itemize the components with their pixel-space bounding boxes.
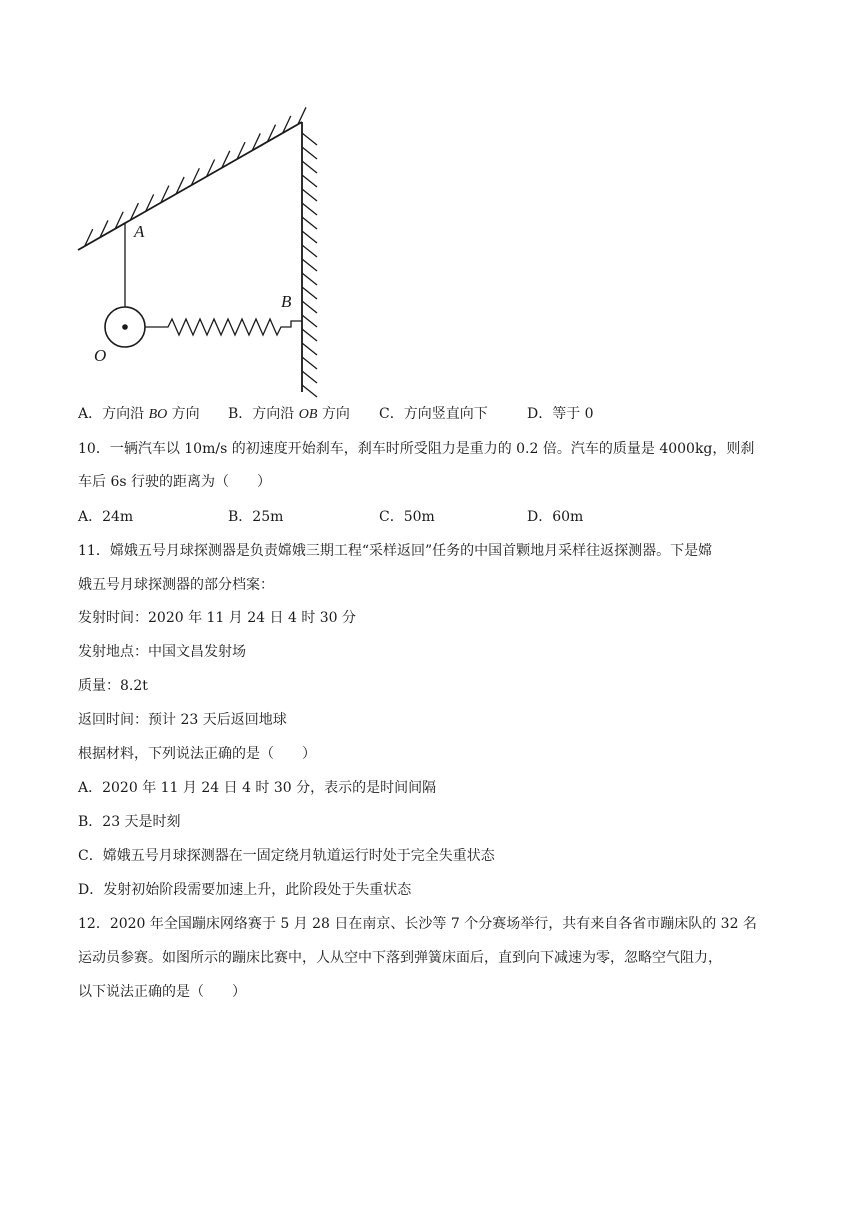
wall-hatch-line xyxy=(302,301,317,313)
q11-option-b[interactable]: B．23 天是时刻 xyxy=(78,814,181,830)
ceiling-hatch-line xyxy=(298,107,306,124)
q12-stem-line1: 12．2020 年全国蹦床网络赛于 5 月 28 日在南京、长沙等 7 个分赛场举行，共有来自各省市蹦床队的 32 名 xyxy=(78,916,757,932)
wall-hatch-line xyxy=(302,217,317,229)
inclined-ceiling xyxy=(78,122,302,250)
wall-hatch-line xyxy=(302,287,317,299)
label-o: O xyxy=(94,346,107,365)
q10-option-d[interactable]: D．60m xyxy=(527,509,584,525)
q12-stem-line3: 以下说法正确的是（ ） xyxy=(78,984,246,1000)
physics-figure xyxy=(70,95,330,400)
q11-option-c[interactable]: C．嫦娥五号月球探测器在一固定绕月轨道运行时处于完全失重状态 xyxy=(78,848,495,864)
q10-option-b[interactable]: B．25m xyxy=(228,509,284,525)
wall-hatch-line xyxy=(302,133,317,145)
wall-hatch-line xyxy=(302,147,317,159)
wall-hatch-line xyxy=(302,161,317,173)
wall-hatch-line xyxy=(302,371,317,383)
q10-option-a[interactable]: A．24m xyxy=(78,509,134,525)
wall-hatch-line xyxy=(302,259,317,271)
wall-hatching xyxy=(302,133,317,397)
ceiling-wall-spring-diagram xyxy=(70,95,330,400)
q9-option-d[interactable]: D．等于 0 xyxy=(527,406,594,422)
label-b: B xyxy=(281,292,292,311)
wall-hatch-line xyxy=(302,385,317,397)
wall-hatch-line xyxy=(302,273,317,285)
q11-stem-line2: 娥五号月球探测器的部分档案： xyxy=(78,577,274,593)
label-a: A xyxy=(134,222,145,241)
ceiling-hatching xyxy=(85,107,306,246)
q9-option-b[interactable]: B．方向沿 OB 方向 xyxy=(228,406,350,422)
q11-fact-launch-site: 发射地点：中国文昌发射场 xyxy=(78,644,246,660)
q11-fact-return-time: 返回时间：预计 23 天后返回地球 xyxy=(78,712,287,728)
wall-hatch-line xyxy=(302,245,317,257)
q11-option-d[interactable]: D．发射初始阶段需要加速上升，此阶段处于失重状态 xyxy=(78,882,412,898)
q10-stem-line1: 10．一辆汽车以 10m/s 的初速度开始刹车，刹车时所受阻力是重力的 0.2 倍。汽车的质量是 4000kg，则刹 xyxy=(78,441,755,457)
q10-option-c[interactable]: C．50m xyxy=(379,509,435,525)
q12-stem-line2: 运动员参赛。如图所示的蹦床比赛中，人从空中下落到弹簧床面后，直到向下减速为零，忽略空气阻力， xyxy=(78,950,722,966)
wall-hatch-line xyxy=(302,343,317,355)
q11-option-a[interactable]: A．2020 年 11 月 24 日 4 时 30 分，表示的是时间间隔 xyxy=(78,780,437,796)
wall-hatch-line xyxy=(302,357,317,369)
wall-hatch-line xyxy=(302,329,317,341)
wall-hatch-line xyxy=(302,189,317,201)
q11-fact-launch-time: 发射时间：2020 年 11 月 24 日 4 时 30 分 xyxy=(78,610,357,626)
q9-option-a[interactable]: A．方向沿 BO 方向 xyxy=(78,406,200,422)
q9-option-c[interactable]: C．方向竖直向下 xyxy=(379,406,488,422)
q11-question: 根据材料，下列说法正确的是（ ） xyxy=(78,746,316,762)
q10-stem-line2: 车后 6s 行驶的距离为（ ） xyxy=(78,474,271,490)
wall-hatch-line xyxy=(302,315,317,327)
q11-fact-mass: 质量：8.2t xyxy=(78,678,148,694)
ball-center-dot xyxy=(122,324,128,330)
wall-hatch-line xyxy=(302,231,317,243)
wall-hatch-line xyxy=(302,175,317,187)
spring-ob xyxy=(145,319,302,335)
wall-hatch-line xyxy=(302,203,317,215)
q11-stem-line1: 11．嫦娥五号月球探测器是负责嫦娥三期工程“采样返回”任务的中国首颗地月采样往返探测器。下是嫦 xyxy=(78,543,713,559)
